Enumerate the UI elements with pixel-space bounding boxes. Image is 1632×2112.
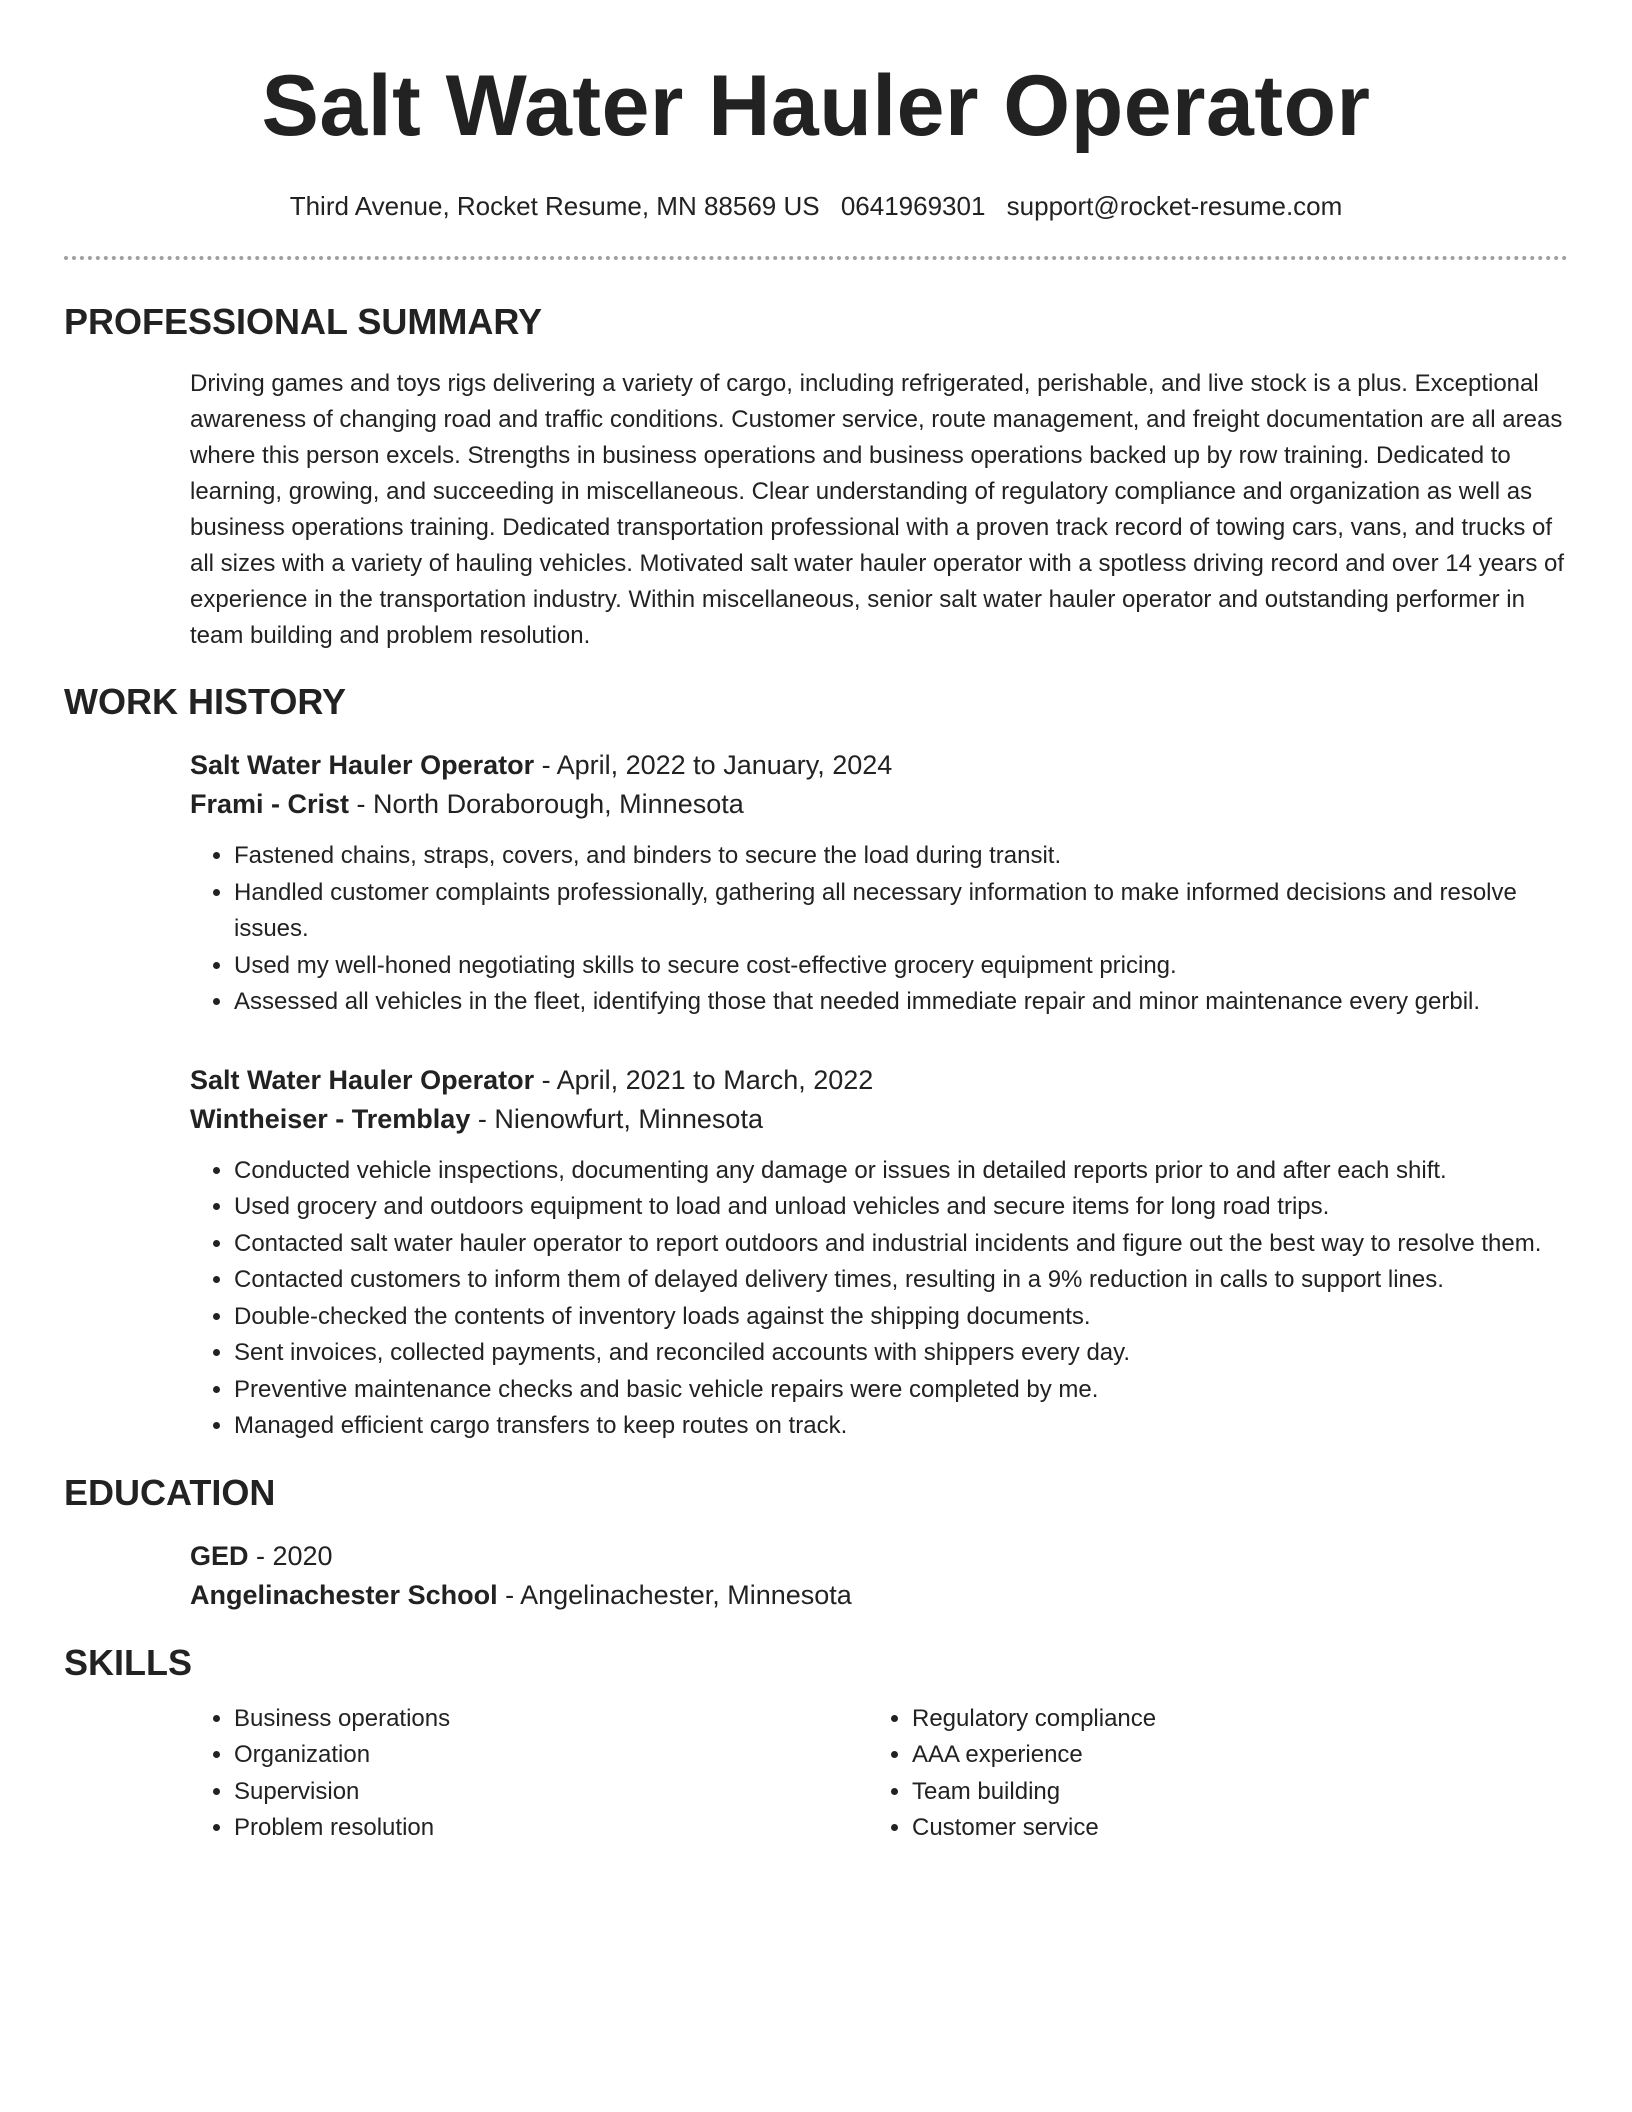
list-item: • Handled customer complaints professionally, gathering all necessary information to make informed decisions and resolve issues.: [234, 875, 1568, 948]
job-entry-2: [190, 1061, 1568, 1445]
skill-item: • Regulatory compliance: [912, 1701, 1546, 1738]
list-item: • Sent invoices, collected payments, and reconciled accounts with shippers every day.: [234, 1335, 1568, 1372]
list-item: • Used grocery and outdoors equipment to load and unload vehicles and secure items for long road trips.: [234, 1189, 1568, 1226]
contact-email: support@rocket-resume.com: [1006, 191, 1343, 221]
skills-list-right: [868, 1701, 1546, 1847]
job-company-line: [190, 785, 1568, 824]
school-name: Angelinachester School: [190, 1579, 498, 1610]
job-position: Salt Water Hauler Operator: [190, 750, 535, 780]
job-location: - North Doraborough, Minnesota: [349, 789, 744, 819]
skill-item: • Business operations: [234, 1701, 868, 1738]
degree-year: - 2020: [248, 1540, 333, 1571]
skills-column-left: [190, 1701, 868, 1847]
skill-item: • Organization: [234, 1737, 868, 1774]
job-location: - Nienowfurt, Minnesota: [470, 1103, 763, 1134]
list-item: • Used my well-honed negotiating skills to secure cost-effective grocery equipment pricing.: [234, 948, 1568, 985]
summary-heading: PROFESSIONAL SUMMARY: [64, 301, 543, 342]
job-entry-1: [190, 746, 1568, 1021]
job-position: Salt Water Hauler Operator: [190, 1064, 535, 1095]
contact-line: [64, 190, 1568, 222]
skills-heading: SKILLS: [64, 1641, 193, 1683]
list-item: • Conducted vehicle inspections, documenting any damage or issues in detailed reports prior to and after each shift.: [234, 1153, 1568, 1190]
school-location: - Angelinachester, Minnesota: [497, 1579, 852, 1610]
contact-phone: 0641969301: [840, 191, 986, 221]
degree-line: [190, 1537, 1568, 1576]
list-item: • Preventive maintenance checks and basic vehicle repairs were completed by me.: [234, 1372, 1568, 1409]
school-line: [190, 1576, 1568, 1615]
job-duties-list: [190, 838, 1568, 1021]
job-duties-list: [190, 1153, 1568, 1445]
candidate-name: Salt Water Hauler Operator: [261, 58, 1371, 154]
skills-list-left: [190, 1701, 868, 1847]
degree: GED: [190, 1540, 249, 1571]
skill-item: • Supervision: [234, 1774, 868, 1811]
education-heading: EDUCATION: [64, 1471, 276, 1513]
skill-item: • Team building: [912, 1774, 1546, 1811]
skills-column-right: [868, 1701, 1546, 1847]
list-item: • Assessed all vehicles in the fleet, identifying those that needed immediate repair and minor maintenance every gerbil.: [234, 984, 1568, 1021]
header-divider: [64, 256, 1568, 260]
job-company: Frami - Crist: [190, 789, 350, 819]
list-item: • Contacted customers to inform them of delayed delivery times, resulting in a 9% reduction in calls to support lines.: [234, 1262, 1568, 1299]
job-dates: - April, 2021 to March, 2022: [534, 1064, 874, 1095]
list-item: • Fastened chains, straps, covers, and binders to secure the load during transit.: [234, 838, 1568, 875]
list-item: • Double-checked the contents of inventory loads against the shipping documents.: [234, 1299, 1568, 1336]
job-dates: - April, 2022 to January, 2024: [534, 750, 893, 780]
list-item: • Managed efficient cargo transfers to keep routes on track.: [234, 1408, 1568, 1445]
skills-grid: [190, 1701, 1568, 1847]
job-title-line: [190, 1061, 1568, 1100]
skill-item: • Customer service: [912, 1810, 1546, 1847]
work-history-heading: WORK HISTORY: [64, 681, 347, 722]
list-item: • Contacted salt water hauler operator to report outdoors and industrial incidents and figure out the best way to resolve them.: [234, 1226, 1568, 1263]
job-title-line: [190, 746, 1568, 785]
skill-item: • AAA experience: [912, 1737, 1546, 1774]
skill-item: • Problem resolution: [234, 1810, 868, 1847]
job-company: Wintheiser - Tremblay: [190, 1103, 471, 1134]
job-company-line: [190, 1100, 1568, 1139]
education-entry: [190, 1537, 1568, 1615]
summary-text: Driving games and toys rigs delivering a variety of cargo, including refrigerated, perishable, and live stock is a plus. Exceptional awareness of changing road and traffic conditions. Customer service, route management, and freight documentation are all areas where this person excels. Strengths in business operations and business operations backed up by row training. Dedicated to learning, growing, and succeeding in miscellaneous. Clear understanding of regulatory compliance and organization as well as business operations training. Dedicated transportation professional with a proven track record of towing cars, vans, and trucks of all sizes with a variety of hauling vehicles. Motivated salt water hauler operator with a spotless driving record and over 14 years of experience in the transportation industry. Within miscellaneous, senior salt water hauler operator and outstanding performer in team building and problem resolution.: [190, 370, 1565, 649]
contact-address: Third Avenue, Rocket Resume, MN 88569 US: [289, 191, 820, 221]
